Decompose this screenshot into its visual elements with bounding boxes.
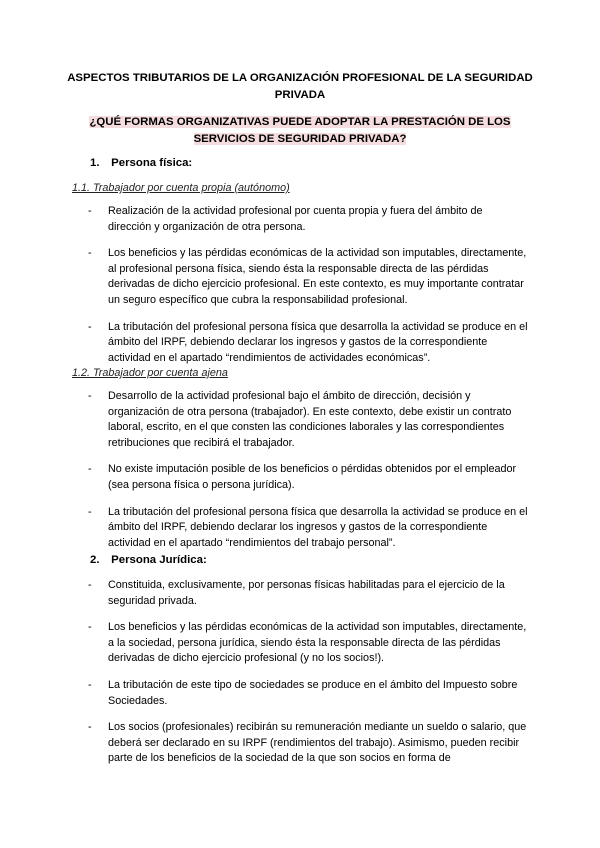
bullet-list-autonomo [88, 204, 528, 366]
dash-bullet-icon: - [88, 320, 92, 333]
subsection-heading-autonomo: 1.1. Trabajador por cuenta propia (autónomo) [72, 182, 290, 194]
section-heading-text: Persona Jurídica: [111, 554, 207, 566]
list-item-text: No existe imputación posible de los beneficios o pérdidas obtenidos por el empleador (sea persona física o persona jurídica). [108, 463, 517, 491]
dash-bullet-icon: - [88, 579, 92, 591]
list-item [88, 505, 528, 552]
section-number: 2. [90, 554, 100, 566]
list-item-text: Los beneficios y las pérdidas económicas de la actividad son imputables, directamente, al profesional persona física, siendo ésta la responsable directa de las pérdidas derivadas de dicho ejercicio profesional. En este contexto, es muy importante contratar un seguro específico que cubra la responsabilidad profesional. [108, 247, 527, 306]
dash-bullet-icon: - [88, 205, 92, 217]
subsection-heading-cuenta-ajena: 1.2. Trabajador por cuenta ajena [72, 367, 228, 379]
list-item-text: La tributación del profesional persona física que desarrolla la actividad se produce en el ámbito del IRPF, debiendo declarar los ingresos y gastos de la correspondiente actividad en el apartado “rendimientos de actividades económicas”. [108, 320, 528, 364]
list-item [88, 389, 528, 451]
section-number: 1. [90, 157, 100, 169]
section-heading-persona-fisica [90, 157, 192, 169]
list-item-text: Los socios (profesionales) recibirán su remuneración mediante un sueldo o salario, que deberá ser declarado en su IRPF (rendimientos del trabajo). Asimismo, pueden recibir parte de los beneficios de la sociedad de la que son socios en forma de [108, 721, 527, 765]
list-item [88, 720, 528, 767]
list-item-text: La tributación de este tipo de sociedades se produce en el ámbito del Impuesto sobre Sociedades. [108, 678, 518, 707]
bullet-list-cuenta-ajena [88, 389, 528, 551]
dash-bullet-icon: - [88, 678, 92, 691]
list-item [88, 620, 528, 667]
list-item [88, 204, 528, 235]
list-item-text: Realización de la actividad profesional por cuenta propia y fuera del ámbito de dirección y organización de otra persona. [108, 205, 483, 233]
list-item-text: Desarrollo de la actividad profesional bajo el ámbito de dirección, decisión y organización de otra persona (trabajador). En este contexto, debe existir un contrato laboral, escrito, en el que consten las condiciones laborales y las correspondientes retribuciones que recibirá el trabajador. [108, 390, 512, 449]
dash-bullet-icon: - [88, 463, 92, 476]
list-item [88, 462, 528, 493]
list-item-text: La tributación del profesional persona física que desarrolla la actividad se produce en el ámbito del IRPF, debiendo declarar los ingresos y gastos de la correspondiente actividad en el apartado “rendimientos del trabajo personal”. [108, 505, 528, 549]
highlighted-question: ¿QUÉ FORMAS ORGANIZATIVAS PUEDE ADOPTAR LA PRESTACIÓN DE LOS SERVICIOS DE SEGURIDAD PRIVADA? [89, 116, 511, 145]
dash-bullet-icon: - [88, 390, 92, 402]
list-item [88, 320, 528, 367]
bullet-list-persona-juridica [88, 578, 528, 767]
dash-bullet-icon: - [88, 721, 92, 734]
dash-bullet-icon: - [88, 505, 92, 518]
dash-bullet-icon: - [88, 621, 92, 634]
list-item [88, 678, 528, 709]
section-heading-text: Persona física: [111, 157, 193, 169]
document-title: ASPECTOS TRIBUTARIOS DE LA ORGANIZACIÓN PROFESIONAL DE LA SEGURIDAD PRIVADA [67, 72, 533, 101]
list-item [88, 578, 528, 609]
list-item-text: Los beneficios y las pérdidas económicas de la actividad son imputables, directamente, a la sociedad, persona jurídica, siendo ésta la responsable directa de las pérdidas derivadas de dicho ejercicio profesional (y no los socios!). [108, 621, 527, 665]
list-item-text: Constituida, exclusivamente, por personas físicas habilitadas para el ejercicio de la seguridad privada. [108, 579, 505, 607]
list-item [88, 246, 528, 308]
dash-bullet-icon: - [88, 247, 92, 260]
section-heading-persona-juridica [90, 554, 207, 566]
section-question [60, 114, 540, 148]
